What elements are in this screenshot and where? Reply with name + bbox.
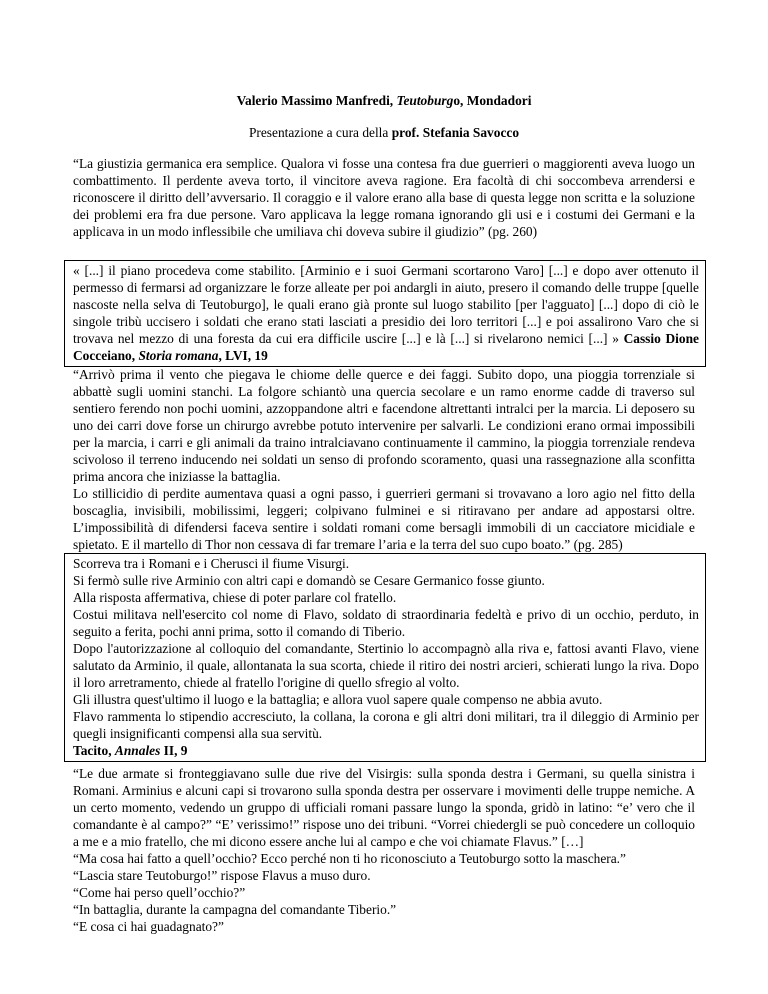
source-citation xyxy=(73,742,699,759)
quote-2-part-1: “Arrivò prima il vento che piegava le chiome delle querce e dei faggi. Subito dopo, una pioggia torrenziale si abbattè sugli uomini stanchi. La folgore schiantò una quercia secolare e un ramo enorme cadde di traverso sul sentiero ferendo non pochi uomini, azzoppandone altri e facendone altrettanti intralci per la marcia. Li deposero su uno dei carri dove forse un chirurgo avrebbe potuto intervenire per salvarli. Le condizioni erano ormai impossibili per la marcia, i carri e gli animali da traino intralciavano continuamente il cammino, la pioggia torrenziale rendeva scivoloso il terreno inducendo nei soldati un senso di profondo scoramento, quasi una rassegnazione alla sconfitta prima ancora che iniziasse la battaglia. xyxy=(73,367,695,484)
author-name: Valerio Massimo Manfredi, xyxy=(236,93,397,108)
dialog-line: “Come hai perso quell’occhio?” xyxy=(73,885,246,900)
box-text xyxy=(73,262,699,364)
dialog-line: “Lascia stare Teutoburgo!” rispose Flavus a muso duro. xyxy=(73,868,371,883)
source-box-tacito xyxy=(64,553,706,762)
box-line: Si fermò sulle rive Arminio con altri capi e domandò se Cesare Germanico fosse giunto. xyxy=(73,573,545,588)
source-work: Annales xyxy=(114,743,161,758)
box-quote: « [...] il piano procedeva come stabilito. [Arminio e i suoi Germani scortarono Varo] [...] e dopo aver ottenuto il permesso di fermarsi ad organizzare le forze alleate per poi andargli in aiuto, presero il comando delle truppe [quelle nascoste nella selva di Teutoburgo], le quali erano già pronte sul luogo stabilito [per l'agguato] [...] dopo di ciò le singole tribù uccisero i soldati che erano stati lasciati a presidio dei loro territori [...] e poi assalirono Varo che si trovava nel mezzo di una foresta da cui era difficile uscire [...] e là [...] si rivelarono nemici [...] » xyxy=(73,263,699,346)
quote-2-part-2: Lo stillicidio di perdite aumentava quasi a ogni passo, i guerrieri germani si trovavano a loro agio nel fitto della boscaglia, invisibili, mobilissimi, leggeri; colpivano fulminei e si ritiravano per andare ad appostarsi oltre. L’impossibilità di difendersi faceva sentire i soldati romani come bersagli immobili di un cacciatore micidiale e spietato. E il martello di Thor non cessava di far tremare l’aria e la terra del suo cupo boato.” (pg. 285) xyxy=(73,486,695,552)
presentation-line xyxy=(0,124,768,141)
box-line: Dopo l'autorizzazione al colloquio del comandante, Stertinio lo accompagnò alla riva e, fattosi avanti Flavo, viene salutato da Arminio, il quale, allontanata la sua scorta, chiede il ritiro dei nostri arcieri, schierati lungo la riva. Dopo il loro arretramento, chiede al fratello l'origine di quello sfregio al volto. xyxy=(73,641,699,690)
source-author: Tacito, xyxy=(73,743,115,758)
quote-paragraph-1: “La giustizia germanica era semplice. Qualora vi fosse una contesa fra due guerrieri o maggiorenti aveva luogo un combattimento. Il perdente aveva torto, il vincitore aveva ragione. Era facoltà di chi soccombeva arrendersi e riconoscere il diritto dell’avversario. Il coraggio e il valore erano alla base di questa legge non scritta e la soluzione dei problemi era fra due persone. Varo applicava la legge romana ignorando gli usi e i costumi dei Germani e la applicava in un modo inflessibile che umiliava chi doveva subire il giudizio” (pg. 260) xyxy=(73,156,695,239)
source-reference: II, 9 xyxy=(160,743,188,758)
dialog-line: “In battaglia, durante la campagna del comandante Tiberio.” xyxy=(73,902,397,917)
source-box-cassio-dione xyxy=(64,260,706,367)
title-suffix: o, Mondadori xyxy=(453,93,532,108)
box-line: Flavo rammenta lo stipendio accresciuto, la collana, la corona e gli altri doni militari, tra il dileggio di Arminio per quegli insignificanti compensi alla sua servitù. xyxy=(73,709,699,741)
document-title xyxy=(0,92,768,109)
box-line: Alla risposta affermativa, chiese di poter parlare col fratello. xyxy=(73,590,397,605)
presentation-prefix: Presentazione a cura della xyxy=(248,125,392,140)
source-author: Cassio Dione Cocceiano, xyxy=(73,331,699,363)
quote-paragraph-3 xyxy=(73,765,695,935)
source-reference: , LVI, 19 xyxy=(218,348,268,363)
quote-paragraph-2 xyxy=(73,366,695,553)
source-work: Storia romana xyxy=(138,348,219,363)
dialog-line: “E cosa ci hai guadagnato?” xyxy=(73,919,224,934)
box-line: Costui militava nell'esercito col nome di Flavo, soldato di straordinaria fedeltà e privo di un occhio, perduto, in seguito a ferita, pochi anni prima, sotto il comando di Tiberio. xyxy=(73,607,699,639)
box-line: Gli illustra quest'ultimo il luogo e la battaglia; e allora vuol sapere quale compenso ne abbia avuto. xyxy=(73,692,603,707)
dialog-line: “Ma cosa hai fatto a quell’occhio? Ecco perché non ti ho riconosciuto a Teutoburgo sotto la maschera.” xyxy=(73,851,626,866)
quote-3-intro: “Le due armate si fronteggiavano sulle due rive del Visirgis: sulla sponda destra i Germani, su quella sinistra i Romani. Arminius e alcuni capi si trovarono sulla sponda destra per osservare i movimenti delle truppe nemiche. A un certo momento, vedendo un gruppo di ufficiali romani passare lungo la sponda, gridò in latino: “e’ vero che il comandante è al campo?” “E’ verissimo!” rispose uno dei tribuni. “Vorrei chiedergli se può concedere un colloquio a me e a mio fratello, che mi dicono essere anche lui al campo e che voi chiamate Flavus.” […] xyxy=(73,766,695,849)
presenter-name: prof. Stefania Savocco xyxy=(391,125,520,140)
book-title: Teutoburg xyxy=(396,93,454,108)
box-line: Scorreva tra i Romani e i Cherusci il fiume Visurgi. xyxy=(73,556,350,571)
